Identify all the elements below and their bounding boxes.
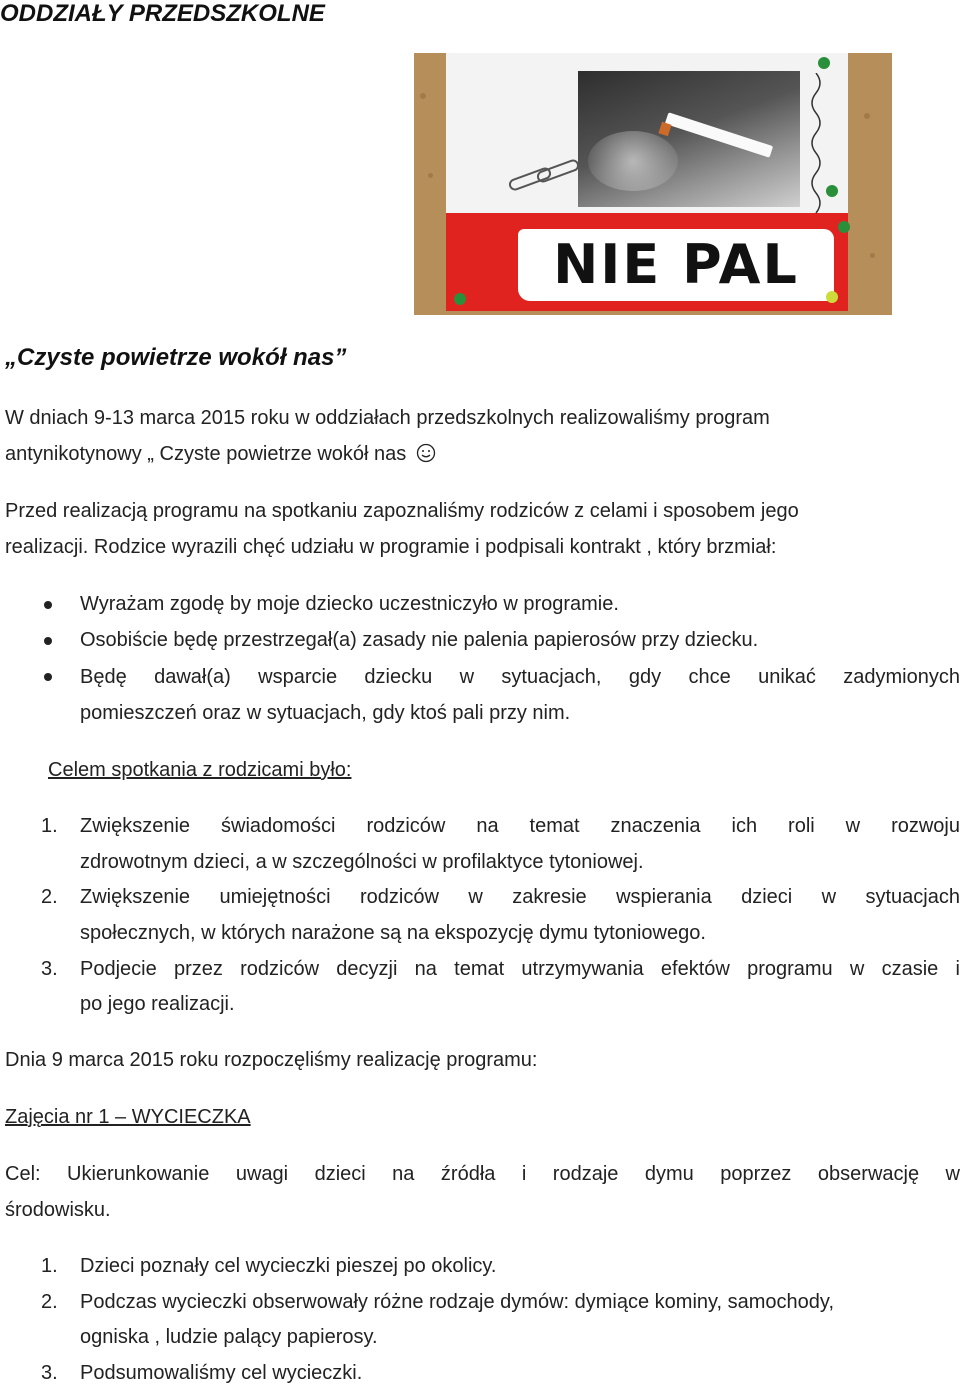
- goal-item-continuation: po jego realizacji.: [80, 993, 235, 1015]
- step-number: 2.: [41, 1291, 58, 1313]
- program-start: Dnia 9 marca 2015 roku rozpoczęliśmy realizację programu:: [5, 1049, 538, 1071]
- meeting-line-2: realizacji. Rodzice wyrazili chęć udziału w programie i podpisali kontrakt , który brzmiał:: [5, 536, 777, 558]
- smiley-icon: [416, 443, 436, 463]
- pin-icon: [826, 291, 838, 303]
- step-number: 1.: [41, 1255, 58, 1277]
- lesson-step: Dzieci poznały cel wycieczki pieszej po okolicy.: [80, 1255, 497, 1277]
- pin-icon: [818, 57, 830, 69]
- contract-item-continuation: pomieszczeń oraz w sytuacjach, gdy ktoś pali przy nim.: [80, 702, 571, 724]
- contract-item: Wyrażam zgodę by moje dziecko uczestniczyło w programie.: [80, 593, 619, 615]
- goal-item-continuation: zdrowotnym dzieci, a w szczególności w profilaktyce tytoniowej.: [80, 851, 644, 873]
- bullet-icon: [44, 673, 52, 681]
- cigarette-photo: [578, 71, 800, 207]
- goal-item: Zwiększenie świadomości rodziców na temat znaczenia ich roli w rozwoju: [80, 815, 960, 837]
- intro-text: antynikotynowy „ Czyste powietrze wokół nas: [5, 443, 407, 465]
- contract-item: Osobiście będę przestrzegał(a) zasady nie palenia papierosów przy dziecku.: [80, 629, 759, 651]
- poster-paper: [446, 53, 848, 311]
- pin-icon: [454, 293, 466, 305]
- lesson-step: Podczas wycieczki obserwowały różne rodzaje dymów: dymiące kominy, samochody,: [80, 1291, 834, 1313]
- goal-item: Zwiększenie umiejętności rodziców w zakresie wspierania dzieci w sytuacjach: [80, 886, 960, 908]
- bullet-icon: [44, 601, 52, 609]
- lesson-goal: Cel: Ukierunkowanie uwagi dzieci na źródła i rodzaje dymu poprzez obserwację w: [5, 1163, 960, 1185]
- goal-number: 3.: [41, 958, 58, 980]
- goal-item: Podjecie przez rodziców decyzji na temat utrzymywania efektów programu w czasie i: [80, 958, 960, 980]
- lesson-goal-continuation: środowisku.: [5, 1199, 111, 1221]
- lesson-heading: Zajęcia nr 1 – WYCIECZKA: [5, 1106, 251, 1128]
- nie-pal-sign: NIE PAL: [553, 233, 799, 296]
- intro-line-1: W dniach 9-13 marca 2015 roku w oddziałach przedszkolnych realizowaliśmy program: [5, 407, 770, 429]
- intro-line-2: [5, 442, 436, 466]
- program-title: „Czyste powietrze wokół nas”: [5, 344, 347, 371]
- goals-heading: Celem spotkania z rodzicami było:: [48, 759, 352, 781]
- meeting-line-1: Przed realizacją programu na spotkaniu zapoznaliśmy rodziców z celami i sposobem jego: [5, 500, 799, 522]
- goal-item-continuation: społecznych, w których narażone są na ekspozycję dymu tytoniowego.: [80, 922, 706, 944]
- pin-icon: [838, 221, 850, 233]
- goal-number: 2.: [41, 886, 58, 908]
- wire-icon: [806, 73, 826, 223]
- bullet-icon: [44, 637, 52, 645]
- step-number: 3.: [41, 1362, 58, 1384]
- lesson-step: Podsumowaliśmy cel wycieczki.: [80, 1362, 363, 1384]
- goal-number: 1.: [41, 815, 58, 837]
- no-smoking-poster-photo: [414, 53, 892, 315]
- page-title: ODDZIAŁY PRZEDSZKOLNE: [0, 0, 325, 27]
- contract-item: Będę dawał(a) wsparcie dziecku w sytuacjach, gdy chce unikać zadymionych: [80, 666, 960, 688]
- pin-icon: [826, 185, 838, 197]
- lesson-step-continuation: ogniska , ludzie palący papierosy.: [80, 1326, 378, 1348]
